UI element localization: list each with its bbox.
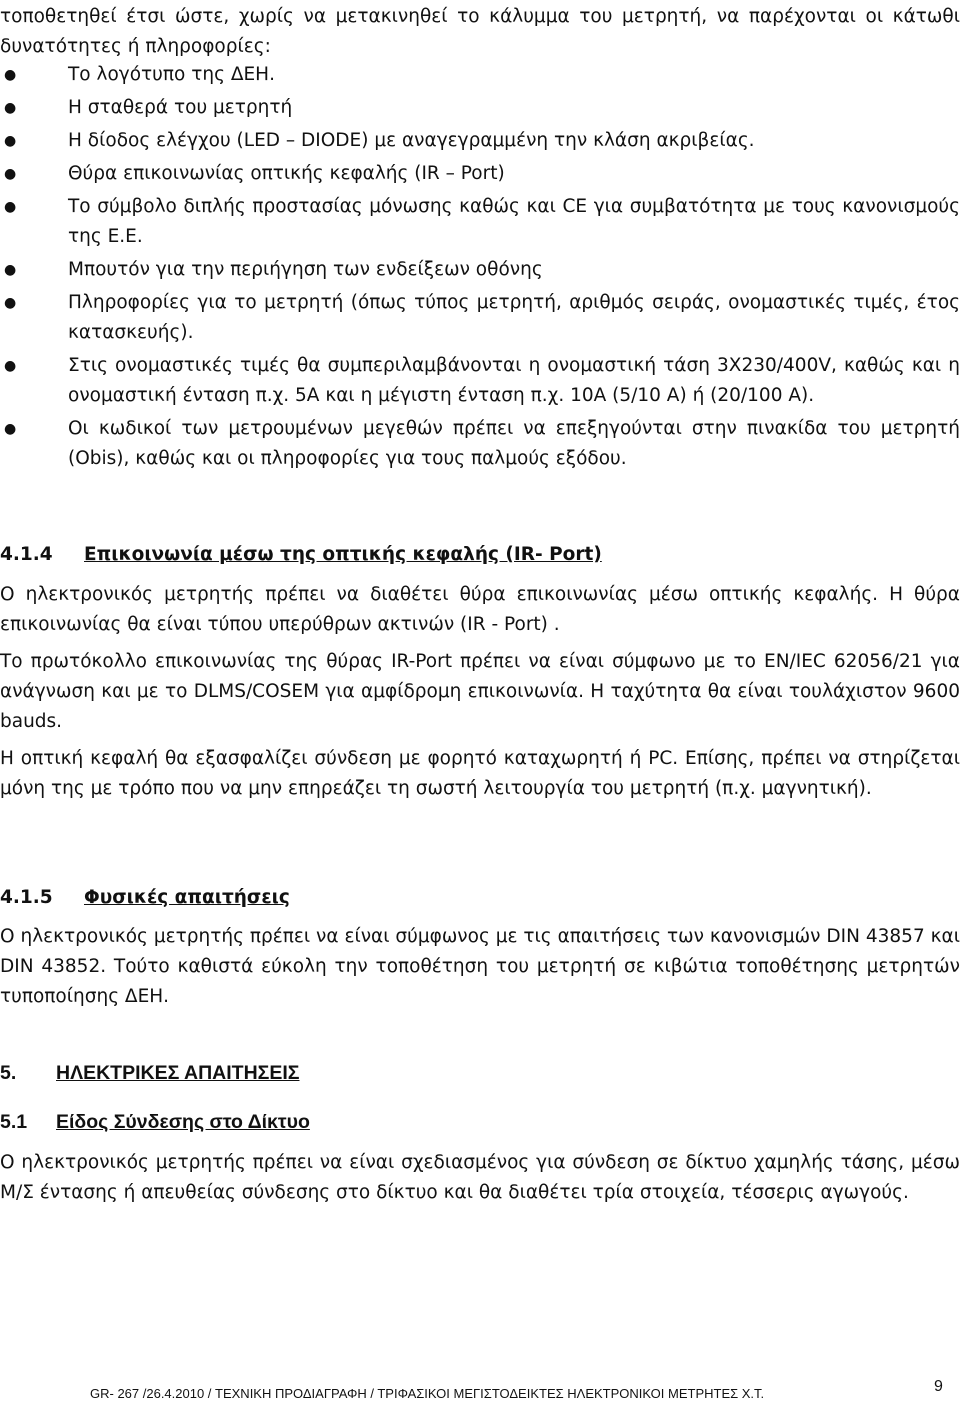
section-title: Είδος Σύνδεσης στο Δίκτυο bbox=[56, 1111, 310, 1133]
bullet-icon: ● bbox=[4, 100, 17, 116]
section-number: 5.1 bbox=[0, 1111, 28, 1133]
list-item: ● Το σύμβολο διπλής προστασίας μόνωσης καθώς και CE για συμβατότητα με τους κανονισμούς της Ε.Ε. bbox=[0, 192, 960, 252]
page-footer: GR- 267 /26.4.2010 / ΤΕΧΝΙΚΗ ΠΡΟΔΙΑΓΡΑΦΗ / ΤΡΙΦΑΣΙΚΟΙ ΜΕΓΙΣΤΟΔΕΙΚΤΕΣ ΗΛΕΚΤΡΟΝΙΚΟΙ ΜΕΤΡΗΤΕΣ Χ.Τ. bbox=[90, 1386, 765, 1401]
paragraph: Ο ηλεκτρονικός μετρητής πρέπει να διαθέτει θύρα επικοινωνίας μέσω οπτικής κεφαλής. Η θύρα επικοινωνίας θα είναι τύπου υπερύθρων ακτινών (IR - Port) . bbox=[0, 584, 960, 635]
section-4-1-4-paragraph-1 bbox=[0, 580, 960, 640]
section-title: Επικοινωνία μέσω της οπτικής κεφαλής (IR- Port) bbox=[84, 544, 602, 565]
bullet-icon: ● bbox=[4, 421, 17, 437]
bullet-icon: ● bbox=[4, 262, 17, 278]
section-number: 4.1.5 bbox=[0, 887, 53, 908]
section-5-1 bbox=[0, 1107, 960, 1137]
list-item: ● Στις ονομαστικές τιμές θα συμπεριλαμβάνονται η ονομαστική τάση 3X230/400V, καθώς και η ονομαστική ένταση π.χ. 5A και η μέγιστη ένταση π.χ. 10A (5/10 A) ή (20/100 A). bbox=[0, 351, 960, 411]
list-item: ● Μπουτόν για την περιήγηση των ενδείξεων οθόνης bbox=[0, 255, 960, 285]
section-5-1-paragraph bbox=[0, 1148, 960, 1208]
intro-paragraph-block bbox=[0, 2, 960, 62]
list-item: ● Το λογότυπο της ΔΕΗ. bbox=[0, 60, 960, 90]
paragraph: Το πρωτόκολλο επικοινωνίας της θύρας IR-Port πρέπει να είναι σύμφωνο με το EN/IEC 62056/21 για ανάγνωση και με το DLMS/COSEM για αμφίδρομη επικοινωνία. Η ταχύτητα θα είναι τουλάχιστον 9600 bauds. bbox=[0, 651, 960, 732]
list-item: ● Θύρα επικοινωνίας οπτικής κεφαλής (IR – Port) bbox=[0, 159, 960, 189]
bullet-icon: ● bbox=[4, 199, 17, 215]
section-4-1-4-paragraph-3 bbox=[0, 744, 960, 804]
page-number: 9 bbox=[934, 1378, 943, 1395]
section-heading bbox=[0, 883, 960, 913]
list-item: ● Πληροφορίες για το μετρητή (όπως τύπος μετρητή, αριθμός σειράς, ονομαστικές τιμές, έτος κατασκευής). bbox=[0, 288, 960, 348]
section-4-1-5 bbox=[0, 883, 960, 913]
bullet-icon: ● bbox=[4, 358, 17, 374]
section-4-1-4 bbox=[0, 540, 960, 570]
section-heading bbox=[0, 540, 960, 570]
section-4-1-4-paragraph-2 bbox=[0, 647, 960, 737]
bullet-icon: ● bbox=[4, 295, 17, 311]
paragraph: Ο ηλεκτρονικός μετρητής πρέπει να είναι σύμφωνος με τις απαιτήσεις των κανονισμών DIN 43857 και DIN 43852. Τούτο καθιστά εύκολη την τοποθέτηση του μετρητή σε κιβώτια τοποθέτησης μετρητών τυποποίησης ΔΕΗ. bbox=[0, 926, 960, 1007]
list-item: ● Οι κωδικοί των μετρουμένων μεγεθών πρέπει να επεξηγούνται στην πινακίδα του μετρητή (Obis), καθώς και οι πληροφορίες για τους παλμούς εξόδου. bbox=[0, 414, 960, 474]
section-4-1-5-paragraph bbox=[0, 922, 960, 1012]
paragraph: Η οπτική κεφαλή θα εξασφαλίζει σύνδεση με φορητό καταχωρητή ή PC. Επίσης, πρέπει να στηρίζεται μόνη της με τρόπο που να μην επηρεάζει τη σωστή λειτουργία του μετρητή (π.χ. μαγνητική). bbox=[0, 748, 960, 799]
features-bullet-list bbox=[0, 60, 960, 477]
bullet-icon: ● bbox=[4, 166, 17, 182]
list-item: ● Η σταθερά του μετρητή bbox=[0, 93, 960, 123]
section-heading bbox=[0, 1058, 960, 1088]
bullet-icon: ● bbox=[4, 133, 17, 149]
section-number: 4.1.4 bbox=[0, 544, 53, 565]
section-5 bbox=[0, 1058, 960, 1088]
section-heading bbox=[0, 1107, 960, 1137]
paragraph: Ο ηλεκτρονικός μετρητής πρέπει να είναι σχεδιασμένος για σύνδεση σε δίκτυο χαμηλής τάσης, μέσω Μ/Σ έντασης ή απευθείας σύνδεσης στο δίκτυο και θα διαθέτει τρία στοιχεία, τέσσερις αγωγούς. bbox=[0, 1152, 960, 1203]
bullet-icon: ● bbox=[4, 67, 17, 83]
list-item: ● Η δίοδος ελέγχου (LED – DIODE) με αναγεγραμμένη την κλάση ακριβείας. bbox=[0, 126, 960, 156]
section-title: ΗΛΕΚΤΡΙΚΕΣ ΑΠΑΙΤΗΣΕΙΣ bbox=[56, 1062, 300, 1084]
section-number: 5. bbox=[0, 1062, 17, 1084]
section-title: Φυσικές απαιτήσεις bbox=[84, 887, 290, 908]
intro-paragraph: τοποθετηθεί έτσι ώστε, χωρίς να μετακινηθεί το κάλυμμα του μετρητή, να παρέχονται οι κάτωθι δυνατότητες ή πληροφορίες: bbox=[0, 6, 960, 57]
